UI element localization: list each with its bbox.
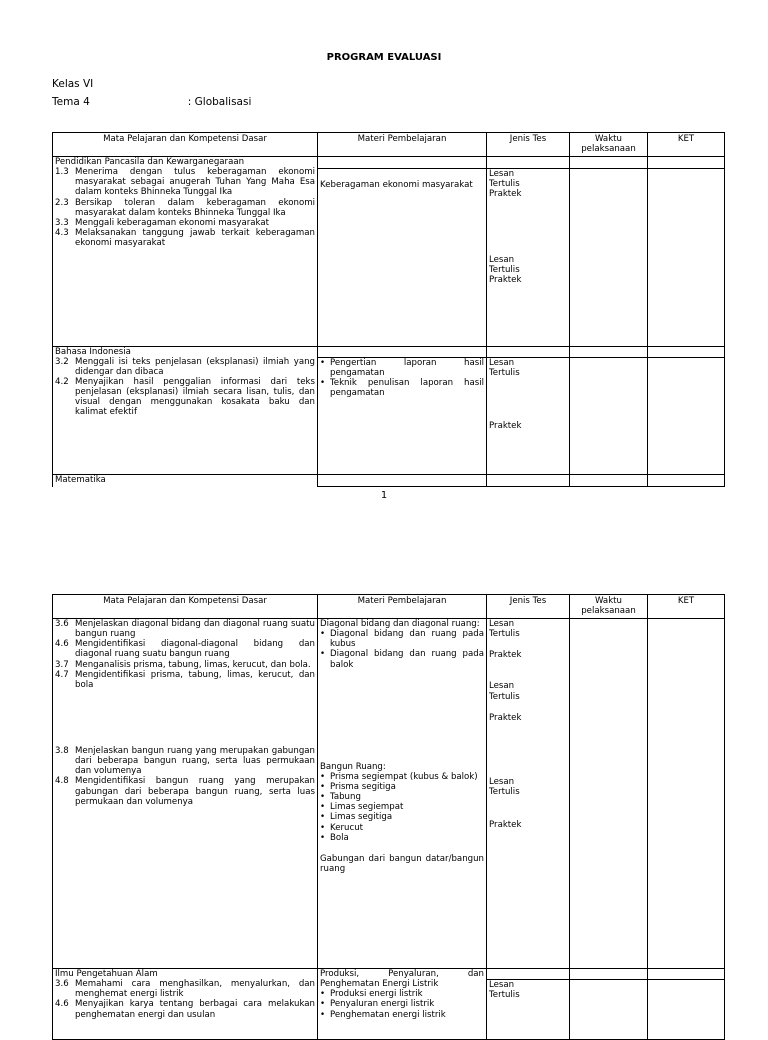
header-mapel: Mata Pelajaran dan Kompetensi Dasar	[53, 595, 318, 619]
bullet-item: • Limas segitiga	[320, 812, 484, 822]
ppkn-materi-cell	[318, 169, 487, 347]
bullet-item: • Tabung	[320, 792, 484, 802]
kd-item	[55, 746, 315, 776]
kd-number: 2.3	[55, 197, 69, 208]
kd-item	[55, 228, 315, 248]
kd-item	[55, 776, 315, 806]
header-ket: KET	[648, 133, 725, 157]
bullet-item: • Limas segiempat	[320, 802, 484, 812]
evaluation-table-page2	[52, 594, 725, 1040]
jenis-item: Lesan	[489, 357, 515, 368]
tema-label: Tema 4	[52, 96, 90, 108]
empty-cell	[318, 157, 487, 169]
kd-item	[55, 999, 315, 1019]
empty-cell	[570, 474, 648, 486]
bindo-kd-cell	[53, 346, 318, 474]
tema-line	[52, 96, 251, 108]
materi-text: Kerucut	[330, 822, 364, 833]
waktu-cell	[570, 619, 648, 969]
materi-text: Limas segiempat	[330, 802, 404, 813]
jenis-item: Praktek	[489, 650, 522, 661]
table-row	[53, 969, 725, 980]
header-materi: Materi Pembelajaran	[318, 595, 487, 619]
kd-text: Melaksanakan tanggung jawab terkait keberagaman ekonomi masyarakat	[75, 228, 315, 249]
materi-text: Prisma segiempat (kubus & balok)	[330, 771, 478, 782]
table-header-row	[53, 595, 725, 619]
jenis-item: Praktek	[489, 820, 522, 831]
materi-heading: Diagonal bidang dan diagonal ruang:	[320, 619, 480, 629]
kd-number: 3.2	[55, 356, 69, 367]
kd-number: 4.2	[55, 377, 69, 388]
header-jenis: Jenis Tes	[487, 595, 570, 619]
kd-text: Menggali keberagaman ekonomi masyarakat	[75, 217, 270, 228]
kd-number: 3.3	[55, 217, 69, 228]
ket-cell	[648, 980, 725, 1040]
kd-item	[55, 670, 315, 690]
header-waktu: Waktu pelaksanaan	[570, 133, 648, 157]
kd-number: 1.3	[55, 167, 69, 178]
empty-cell	[318, 346, 487, 357]
evaluation-table-page1	[52, 132, 725, 487]
jenis-item: Praktek	[489, 420, 522, 431]
table-row	[53, 474, 725, 486]
header-materi: Materi Pembelajaran	[318, 133, 487, 157]
materi-text: Limas segitiga	[330, 812, 393, 823]
materi-heading: Bangun Ruang:	[320, 761, 386, 772]
bullet-item: • Penghematan energi listrik	[320, 1010, 484, 1020]
table-row	[53, 619, 725, 969]
jenis-item: Lesan	[489, 980, 515, 990]
jenis-item: Tertulis	[489, 786, 520, 797]
table-row	[53, 157, 725, 169]
subject-bindo: Bahasa Indonesia	[55, 346, 131, 357]
empty-cell	[570, 346, 648, 357]
jenis-item: Tertulis	[489, 691, 520, 702]
bullet-item: • Penyaluran energi listrik	[320, 999, 484, 1009]
kd-text: Menggali isi teks penjelasan (eksplanasi) ilmiah yang didengar dan dibaca	[75, 356, 315, 377]
kelas-label: Kelas VI	[52, 78, 94, 90]
kd-text: Menyajikan karya tentang berbagai cara melakukan penghematan energi dan usulan	[75, 999, 315, 1020]
kd-number: 3.6	[55, 619, 69, 629]
bullet-item: • Prisma segiempat (kubus & balok)	[320, 772, 484, 782]
kd-number: 3.7	[55, 659, 69, 670]
kd-item	[55, 167, 315, 197]
materi-text: Teknik penulisan laporan hasil pengamatan	[330, 377, 484, 399]
empty-cell	[648, 157, 725, 169]
materi-footer: Gabungan dari bangun datar/bangun ruang	[320, 853, 484, 874]
jenis-item: Lesan	[489, 681, 515, 692]
bullet-item: • Bola	[320, 833, 484, 843]
empty-cell	[648, 346, 725, 357]
waktu-cell	[570, 980, 648, 1040]
page-title: PROGRAM EVALUASI	[326, 52, 442, 63]
empty-cell	[648, 969, 725, 980]
kd-item	[55, 357, 315, 377]
ipa-materi-cell	[318, 969, 487, 1040]
kd-item	[55, 218, 315, 228]
matematika-materi-cell	[318, 619, 487, 969]
jenis-item: Lesan	[489, 619, 515, 629]
kd-item	[55, 619, 315, 639]
bullet-item: • Diagonal bidang dan ruang pada balok	[320, 649, 484, 670]
empty-cell	[487, 969, 570, 980]
subject-matematika: Matematika	[53, 474, 318, 486]
kd-number: 4.8	[55, 776, 69, 787]
bullet-item: • Produksi energi listrik	[320, 989, 484, 999]
kd-text: Mengidentifikasi bangun ruang yang merupakan gabungan dari beberapa bangun ruang, serta luas permukaan dan volumenya	[75, 776, 315, 807]
table-header-row	[53, 133, 725, 157]
header-waktu: Waktu pelaksanaan	[570, 595, 648, 619]
jenis-item: Tertulis	[489, 264, 520, 275]
kd-text: Mengidentifikasi diagonal-diagonal bidang dan diagonal ruang suatu bangun ruang	[75, 639, 315, 660]
materi-text: Penghematan energi listrik	[330, 1009, 446, 1020]
empty-cell	[648, 474, 725, 486]
empty-cell	[318, 474, 487, 486]
empty-cell	[487, 346, 570, 357]
jenis-item: Lesan	[489, 254, 515, 265]
ppkn-jenis-cell	[487, 169, 570, 347]
header-ket: KET	[648, 595, 725, 619]
table-row	[53, 346, 725, 357]
bindo-jenis-cell	[487, 357, 570, 474]
kd-text: Menganalisis prisma, tabung, limas, kerucut, dan bola.	[75, 659, 311, 670]
matematika-jenis-cell	[487, 619, 570, 969]
empty-cell	[570, 969, 648, 980]
header-mapel: Mata Pelajaran dan Kompetensi Dasar	[53, 133, 318, 157]
jenis-item: Praktek	[489, 189, 522, 200]
jenis-item: Tertulis	[489, 990, 520, 1001]
kd-item	[55, 979, 315, 999]
materi-text: Prisma segitiga	[330, 781, 396, 792]
ipa-kd-cell	[53, 969, 318, 1040]
kd-number: 3.6	[55, 979, 69, 990]
materi-heading: Produksi, Penyaluran, dan Penghematan Energi Listrik	[320, 969, 484, 990]
jenis-item: Praktek	[489, 274, 522, 285]
bullet-item: • Diagonal bidang dan ruang pada kubus	[320, 629, 484, 650]
waktu-cell	[570, 357, 648, 474]
ppkn-kd-cell	[53, 157, 318, 347]
kd-text: Menjelaskan bangun ruang yang merupakan gabungan dari beberapa bangun ruang, serta luas permukaan dan volumenya	[75, 745, 315, 777]
bullet-item: • Prisma segitiga	[320, 782, 484, 792]
waktu-cell	[570, 169, 648, 347]
header-jenis: Jenis Tes	[487, 133, 570, 157]
empty-cell	[570, 157, 648, 169]
bullet-item: • Teknik penulisan laporan hasil pengamatan	[320, 377, 484, 399]
bindo-materi-cell	[318, 357, 487, 474]
page-number: 1	[380, 490, 388, 501]
materi-text: Diagonal bidang dan ruang pada kubus	[330, 629, 484, 650]
bullet-item: • Kerucut	[320, 823, 484, 833]
subject-ipa: Ilmu Pengetahuan Alam	[55, 969, 158, 979]
kd-text: Memahami cara menghasilkan, menyalurkan, dan menghemat energi listrik	[75, 979, 315, 1000]
materi-text: Pengertian laporan hasil pengamatan	[330, 357, 484, 378]
materi-text: Produksi energi listrik	[330, 989, 423, 1000]
kd-number: 4.6	[55, 639, 69, 650]
ket-cell	[648, 357, 725, 474]
subject-ppkn: Pendidikan Pancasila dan Kewarganegaraan	[55, 157, 245, 168]
kd-number: 3.8	[55, 745, 69, 756]
jenis-item: Tertulis	[489, 629, 520, 640]
ket-cell	[648, 169, 725, 347]
kd-item	[55, 377, 315, 418]
materi-text: Keberagaman ekonomi masyarakat	[320, 180, 473, 191]
kd-item	[55, 660, 315, 670]
kd-item	[55, 639, 315, 659]
kd-text: Bersikap toleran dalam keberagaman ekonomi masyarakat dalam konteks Bhinneka Tunggal Ika	[75, 197, 315, 218]
matematika-kd-cell	[53, 619, 318, 969]
materi-text: Bola	[330, 832, 349, 843]
jenis-item: Lesan	[489, 169, 515, 180]
jenis-item: Tertulis	[489, 179, 520, 190]
kd-number: 4.3	[55, 228, 69, 239]
kd-text: Menerima dengan tulus keberagaman ekonomi masyarakat sebagai anugerah Tuhan Yang Maha Esa dalam konteks Bhinneka Tunggal Ika	[75, 167, 315, 198]
kd-text: Mengidentifikasi prisma, tabung, limas, kerucut, dan bola	[75, 669, 315, 690]
tema-value: : Globalisasi	[187, 96, 252, 108]
kd-number: 4.6	[55, 999, 69, 1010]
materi-text: Diagonal bidang dan ruang pada balok	[330, 649, 484, 670]
jenis-item: Praktek	[489, 712, 522, 723]
ipa-jenis-cell	[487, 980, 570, 1040]
kd-text: Menjelaskan diagonal bidang dan diagonal ruang suatu bangun ruang	[75, 619, 315, 640]
materi-text: Tabung	[330, 792, 361, 803]
empty-cell	[487, 157, 570, 169]
ket-cell	[648, 619, 725, 969]
jenis-item: Tertulis	[489, 367, 520, 378]
kd-item	[55, 198, 315, 218]
materi-text: Penyaluran energi listrik	[330, 999, 435, 1010]
kd-text: Menyajikan hasil penggalian informasi dari teks penjelasan (eksplanasi) ilmiah secara lisan, tulis, dan visual dengan menggunakan kosakata baku dan kalimat efektif	[75, 377, 315, 418]
kd-number: 4.7	[55, 669, 69, 680]
jenis-item: Lesan	[489, 776, 515, 787]
empty-cell	[487, 474, 570, 486]
bullet-item: • Pengertian laporan hasil pengamatan	[320, 357, 484, 378]
